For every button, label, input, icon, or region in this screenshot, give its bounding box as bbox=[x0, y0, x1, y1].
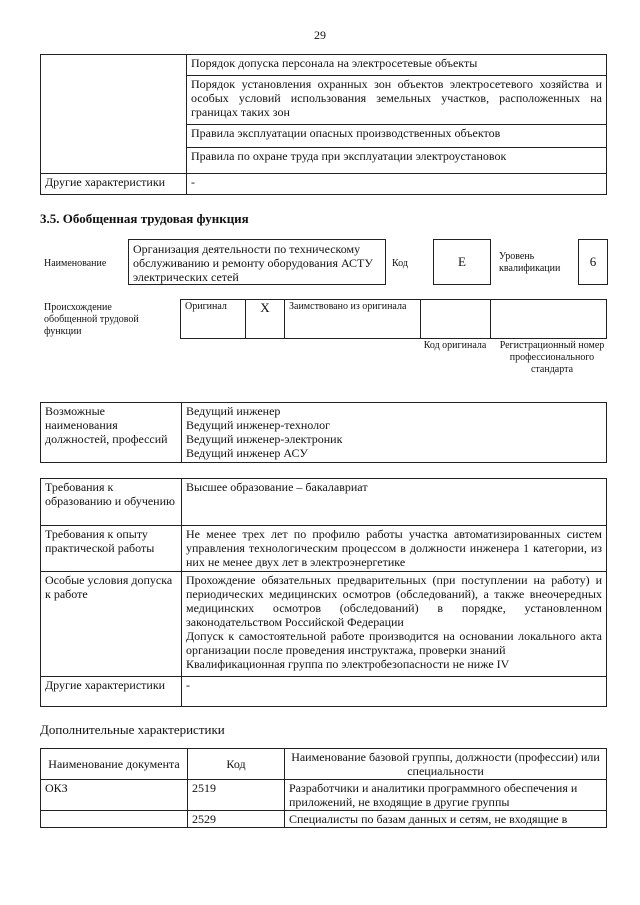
education-label: Требования к образованию и обучению bbox=[41, 479, 182, 526]
education-value: Высшее образование – бакалавриат bbox=[182, 479, 607, 526]
conditions-paragraph: Прохождение обязательных предварительных (при поступлении на работу) и периодических медицинских осмотров (обследований), а также внеочередных медицинских осмотров (обследований) в порядке, установленном законодательством Российской Федерации bbox=[186, 573, 602, 629]
other-characteristics-value: - bbox=[187, 174, 607, 195]
row-group-name: Специалисты по базам данных и сетям, не входящие в bbox=[285, 811, 607, 828]
level-label: Уровень квалификации bbox=[499, 251, 561, 274]
header-code: Код bbox=[188, 749, 285, 780]
position-item: Ведущий инженер АСУ bbox=[186, 446, 308, 460]
row-document: ОКЗ bbox=[41, 780, 188, 811]
origin-label: Происхождение обобщенной трудовой функции bbox=[44, 302, 139, 337]
conditions-value bbox=[182, 572, 607, 677]
position-item: Ведущий инженер-электроник bbox=[186, 432, 343, 446]
experience-value: Не менее трех лет по профилю работы участка автоматизированных систем управления технологическим процессом в должности инженера 1 категории, из них не менее двух лет в электроэнергетике bbox=[182, 526, 607, 572]
row-code: 2529 bbox=[188, 811, 285, 828]
position-item: Ведущий инженер-технолог bbox=[186, 418, 330, 432]
function-name-box: Организация деятельности по техническому обслуживанию и ремонту оборудования АСТУ электрических сетей bbox=[128, 239, 386, 285]
header-group-name: Наименование базовой группы, должности (профессии) или специальности bbox=[285, 749, 607, 780]
reg-number-cell bbox=[491, 300, 607, 339]
original-label: Оригинал bbox=[181, 300, 246, 339]
additional-title: Дополнительные характеристики bbox=[40, 722, 225, 737]
code-label: Код bbox=[392, 258, 408, 269]
experience-label: Требования к опыту практической работы bbox=[41, 526, 182, 572]
code-box: E bbox=[433, 239, 491, 285]
top-characteristics-table bbox=[40, 54, 607, 195]
name-label: Наименование bbox=[44, 258, 107, 269]
origin-table bbox=[180, 299, 607, 339]
regulation-row: Правила по охране труда при эксплуатации электроустановок bbox=[187, 148, 607, 174]
reg-number-label: Регистрационный номер профессионального стандарта bbox=[499, 340, 605, 375]
empty-label-cell bbox=[41, 55, 187, 174]
positions-label: Возможные наименования должностей, профессий bbox=[41, 403, 182, 463]
conditions-paragraph: Квалификационная группа по электробезопасности не ниже IV bbox=[186, 657, 510, 671]
regulation-row: Порядок допуска персонала на электросетевые объекты bbox=[187, 55, 607, 76]
regulation-row: Порядок установления охранных зон объектов электросетевого хозяйства и особых условий использования земельных участков, расположенных на границах таких зон bbox=[187, 76, 607, 125]
regulation-row: Правила эксплуатации опасных производственных объектов bbox=[187, 125, 607, 148]
other-characteristics-label: Другие характеристики bbox=[41, 174, 187, 195]
borrowed-label: Заимствовано из оригинала bbox=[285, 300, 421, 339]
row-group-name: Разработчики и аналитики программного обеспечения и приложений, не входящие в другие группы bbox=[285, 780, 607, 811]
row-document bbox=[41, 811, 188, 828]
positions-table bbox=[40, 402, 607, 463]
additional-table bbox=[40, 748, 607, 828]
section-title: 3.5. Обобщенная трудовая функция bbox=[40, 211, 249, 226]
conditions-paragraph: Допуск к самостоятельной работе производится на основании локального акта организации после проведения инструктажа, проверки знаний bbox=[186, 629, 602, 657]
header-document: Наименование документа bbox=[41, 749, 188, 780]
other-label: Другие характеристики bbox=[41, 677, 182, 707]
position-item: Ведущий инженер bbox=[186, 404, 281, 418]
conditions-label: Особые условия допуска к работе bbox=[41, 572, 182, 677]
positions-list bbox=[182, 403, 607, 463]
original-mark: X bbox=[246, 300, 285, 339]
row-code: 2519 bbox=[188, 780, 285, 811]
level-box: 6 bbox=[578, 239, 608, 285]
table-row bbox=[41, 811, 607, 828]
code-original-label: Код оригинала bbox=[423, 340, 487, 351]
requirements-table bbox=[40, 478, 607, 707]
other-value: - bbox=[182, 677, 607, 707]
page-number: 29 bbox=[314, 28, 326, 42]
table-row bbox=[41, 780, 607, 811]
code-original-cell bbox=[421, 300, 491, 339]
